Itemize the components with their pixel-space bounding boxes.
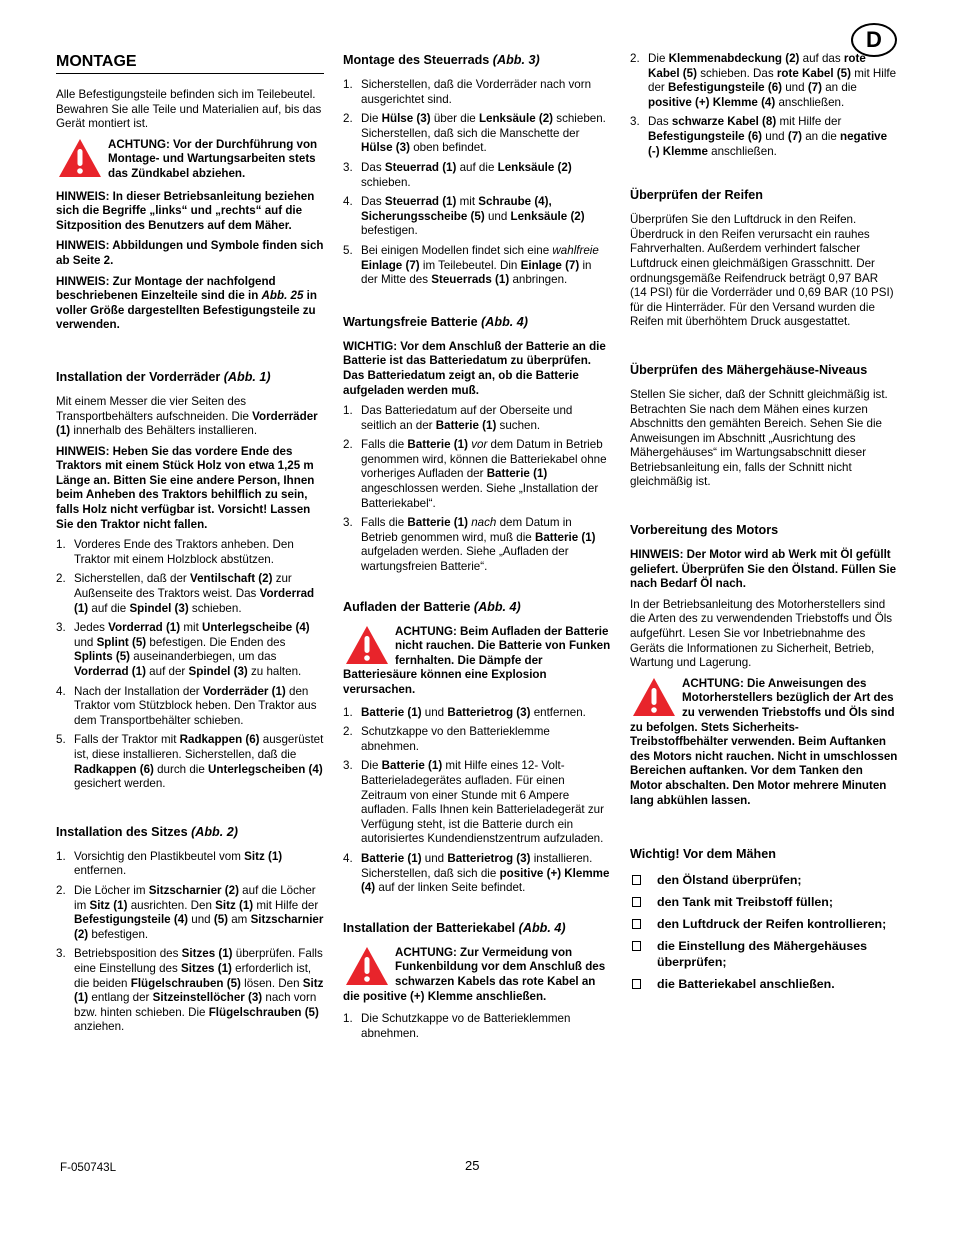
warning-triangle-icon — [345, 625, 389, 665]
warning-box: ACHTUNG: Beim Aufladen der Batterie nicht rauchen. Die Batterie von Funken fernhalten. Die Dämpfe der Batteriesäure können eine Explosion verursachen. — [343, 624, 611, 696]
cables-steps — [343, 1012, 611, 1041]
list-item: 5. Falls der Traktor mit Radkappen (6) ausgerüstet ist, diese installieren. Sicherstellen, daß die Radkappen (6) durch die Unterlegscheiben (4) gesichert werden. — [56, 733, 324, 791]
intro-text: Alle Befestigungsteile befinden sich im Teilebeutel. Bewahren Sie alle Teile und Materialien auf, bis das Gerät montiert ist. — [56, 88, 322, 131]
warning-box: ACHTUNG: Die Anweisungen des Motorherstellers bezüglich der Art des zu verwenden Triebstoffs und Öls sind zu befolgen. Stets Sicherheits- Treibstoffbehälter verwenden. Beim Auftanken des Motors nicht rauchen. Nicht in umschlossen Bereichen auftanken. Vor dem Tanken den Motor abschalten. Den Motor mehrere Minuten lang abkühlen lassen. — [630, 676, 898, 807]
cables-steps-continued — [630, 52, 898, 159]
note-fasteners: HINWEIS: Zur Montage der nachfolgend beschriebenen Einzelteile sind die in Abb. 25 in voller Größe dargestellten Befestigungsteile zu verwenden. — [56, 274, 317, 332]
front-wheels-note: HINWEIS: Heben Sie das vordere Ende des Traktors mit einem Stück Holz von etwa 1,25 m Länge an. Bitten Sie eine andere Person, Ihnen beim Anheben des Traktors behilflich zu sein, falls Holz nicht verfügbar ist. Vorsicht! Lassen Sie den Traktor nicht fallen. — [56, 444, 315, 531]
page-number: 25 — [465, 1158, 480, 1173]
list-item: 1. Das Batteriedatum auf der Oberseite und seitlich an der Batterie (1) suchen. — [343, 404, 573, 432]
checklist-item: die Batteriekabel anschließen. — [630, 976, 898, 992]
column-2 — [343, 52, 611, 1047]
heading-engine: Vorbereitung des Motors — [630, 523, 779, 538]
heading-charging: Aufladen der Batterie (Abb. 4) — [343, 599, 521, 614]
list-item: 2. Sicherstellen, daß der Ventilschaft (2) zur Außenseite des Traktors weist. Das Vorderrad (1) auf die Spindel (3) schieben. — [56, 572, 315, 615]
checkbox-icon — [632, 979, 641, 989]
column-3 — [630, 52, 898, 998]
list-item: 1. Vorsichtig den Plastikbeutel vom Sitz (1) entfernen. — [56, 849, 283, 878]
list-item: 3. Jedes Vorderrad (1) mit Unterlegscheibe (4) und Splint (5) befestigen. Die Enden des Splints (5) auseinanderbiegen, um das Vorderrad (1) auf der Spindel (3) zu halten. — [56, 621, 310, 678]
warning-triangle-icon — [345, 946, 389, 986]
steering-steps — [343, 78, 611, 288]
list-item: 4. Das Steuerrad (1) mit Schraube (4), Sicherungsscheibe (5) und Lenksäule (2) befestigen. — [343, 195, 585, 238]
list-item: 3. Die Batterie (1) mit Hilfe eines 12- Volt- Batterieladegerätes aufladen. Für einen Zeitraum von einer Stunde mit 6 Ampere aufladen. Falls Ihnen kein Batterieladegerät zur Verfügung steht, ist die Batterie durch ein autorisiertes Kundendienstzentrum aufzuladen. — [343, 759, 604, 846]
list-item: 1. Sicherstellen, daß die Vorderräder nach vorn ausgerichtet sind. — [343, 78, 592, 106]
list-item: 3. Betriebsposition des Sitzes (1) überprüfen. Falls eine Einstellung des Sitzes (1) erforderlich ist, die beiden Flügelschrauben (5) lösen. Den Sitz (1) entlang der Sitzeinstellöcher (3) nach vorn bzw. hinten schieben. Die Flügelschrauben (5) anziehen. — [56, 947, 324, 1034]
front-wheels-intro: Mit einem Messer die vier Seiten des Transportbehälters aufschneiden. Die Vorderräder (1) innerhalb des Behälters installieren. — [56, 394, 318, 438]
engine-text: In der Betriebsanleitung des Motorherstellers sind die Arten des zu verwendenden Triebstoffs und Öls aufgeführt. Lesen Sie vor Inbetriebnahme des Geräts die Informationen zu Sicherheit, Betrieb, Wartung und Lagerung. — [630, 597, 893, 670]
checklist-item: den Luftdruck der Reifen kontrollieren; — [630, 916, 898, 932]
battery-steps — [343, 404, 611, 575]
warning-triangle-icon — [632, 677, 676, 717]
heading-tires: Überprüfen der Reifen — [630, 188, 763, 203]
warning-box: ACHTUNG: Zur Vermeidung von Funkenbildung vor dem Anschluß des schwarzen Kabels das rote Kabel an die positive (+) Klemme anschließen. — [343, 945, 606, 1003]
tires-text: Überprüfen Sie den Luftdruck in den Reifen. Überdruck in den Reifen verursacht ein rauhes Fahrverhalten. Außerdem verhindert falscher Luftdruck einen gleichmäßigen Grasschnitt. Der ordnungsgemäße Reifendruck beträgt 0,97 BAR (14 PSI) für die Vorderräder und 0,69 BAR (10 PSI) für die Hinterräder. Für den Versand wurden die Reifen mit überhöhtem Druck ausgestattet. — [630, 213, 894, 329]
list-item: 4. Nach der Installation der Vorderräder (1) den Traktor vom Stützblock heben. Den Traktor aus dem Transportbehälter schieben. — [56, 684, 317, 727]
seat-steps — [56, 850, 324, 1035]
list-item: 2. Die Hülse (3) über die Lenksäule (2) schieben. Sicherstellen, daß sich die Manschette der Hülse (3) oben befindet. — [343, 112, 606, 155]
list-item: 1. Vorderes Ende des Traktors anheben. Den Traktor mit einem Holzblock abstützen. — [56, 538, 294, 566]
warning-box: ACHTUNG: Vor der Durchführung von Montage- und Wartungsarbeiten stets das Zündkabel abziehen. — [56, 138, 324, 182]
heading-steering: Montage des Steuerrads (Abb. 3) — [343, 53, 540, 67]
language-badge: D — [851, 23, 897, 57]
list-item: 2. Die Klemmenabdeckung (2) auf das rote Kabel (5) schieben. Das rote Kabel (5) mit Hilfe der Befestigungsteile (6) und (7) an die positive (+) Klemme (4) anschließen. — [630, 52, 897, 109]
checklist-item: den Ölstand überprüfen; — [630, 872, 898, 888]
heading-seat: Installation des Sitzes (Abb. 2) — [56, 824, 238, 839]
heading-battery: Wartungsfreie Batterie (Abb. 4) — [343, 314, 528, 329]
heading-cables: Installation der Batteriekabel (Abb. 4) — [343, 920, 566, 935]
list-item: 4. Batterie (1) und Batterietrog (3) installieren. Sicherstellen, daß sich die positive (+) Klemme (4) auf der linken Seite befindet. — [343, 851, 610, 895]
checkbox-icon — [632, 941, 641, 951]
checkbox-icon — [632, 875, 641, 885]
heading-deck: Überprüfen des Mähergehäuse-Niveaus — [630, 362, 868, 377]
charging-steps — [343, 706, 611, 896]
battery-important: WICHTIG: Vor dem Anschluß der Batterie an die Batterie ist das Batteriedatum zu überprüfen. Das Batteriedatum zeigt an, ob die Batterie aufgeladen werden muß. — [343, 339, 606, 397]
document-code: F-050743L — [60, 1161, 117, 1174]
list-item: 5. Bei einigen Modellen findet sich eine wahlfreie Einlage (7) im Teilebeutel. Din Einlage (7) in der Mitte des Steuerrads (1) anbringen. — [343, 243, 599, 287]
section-title-montage: MONTAGE — [56, 52, 324, 74]
checkbox-icon — [632, 919, 641, 929]
heading-before-mowing: Wichtig! Vor dem Mähen — [630, 847, 776, 862]
list-item: 3. Falls die Batterie (1) nach dem Datum in Betrieb genommen wird, muß die Batterie (1) aufgeladen werden. Siehe „Aufladen der wartungsfreien Batterie“. — [343, 516, 596, 574]
checklist-item: den Tank mit Treibstoff füllen; — [630, 894, 898, 910]
list-item: 3. Das Steuerrad (1) auf die Lenksäule (2) schieben. — [343, 160, 572, 189]
list-item: 3. Das schwarze Kabel (8) mit Hilfe der Befestigungsteile (6) und (7) an die negative (-) Klemme anschließen. — [630, 115, 888, 158]
list-item: 2. Die Löcher im Sitzscharnier (2) auf die Löcher im Sitz (1) ausrichten. Den Sitz (1) mit Hilfe der Befestigungsteile (4) und (5) am Sitzscharnier (2) befestigen. — [56, 883, 324, 941]
note-left-right: HINWEIS: In dieser Betriebsanleitung beziehen sich die Begriffe „links“ und „rechts“ auf die Sitzposition des Benutzers auf dem Mäher. — [56, 189, 315, 232]
engine-note: HINWEIS: Der Motor wird ab Werk mit Öl gefüllt geliefert. Überprüfen Sie den Ölstand. Füllen Sie nach Bedarf Öl nach. — [630, 548, 897, 591]
column-1 — [56, 52, 324, 1041]
front-wheels-steps — [56, 538, 324, 792]
heading-front-wheels: Installation der Vorderräder (Abb. 1) — [56, 369, 271, 384]
note-figures: HINWEIS: Abbildungen und Symbole finden sich ab Seite 2. — [56, 239, 324, 267]
list-item: 1. Die Schutzkappe vo de Batterieklemmen abnehmen. — [343, 1012, 571, 1040]
checklist — [630, 872, 898, 992]
warning-triangle-icon — [58, 138, 102, 178]
deck-text: Stellen Sie sicher, daß der Schnitt gleichmäßig ist. Betrachten Sie nach dem Mähen eines kurzen Abschnitts den gemähten Bereich. Sehen Sie die Anweisungen im Abschnitt „Ausrichtung des Mähergehäuses“ im Wartungsabschnitt dieser Betriebsanleitung ein, falls der Schnitt nicht gleichmäßig ist. — [630, 387, 888, 489]
list-item: 2. Schutzkappe vo den Batterieklemme abnehmen. — [343, 725, 550, 753]
list-item: 2. Falls die Batterie (1) vor dem Datum in Betrieb genommen wird, können die Batteriekabel ohne vorheriges Aufladen der Batterie (1) angeschlossen werden. Siehe „Installation der Batteriekabel“. — [343, 438, 607, 510]
checklist-item: die Einstellung des Mähergehäuses überprüfen; — [630, 938, 898, 970]
list-item: 1. Batterie (1) und Batterietrog (3) entfernen. — [343, 705, 586, 719]
checkbox-icon — [632, 897, 641, 907]
